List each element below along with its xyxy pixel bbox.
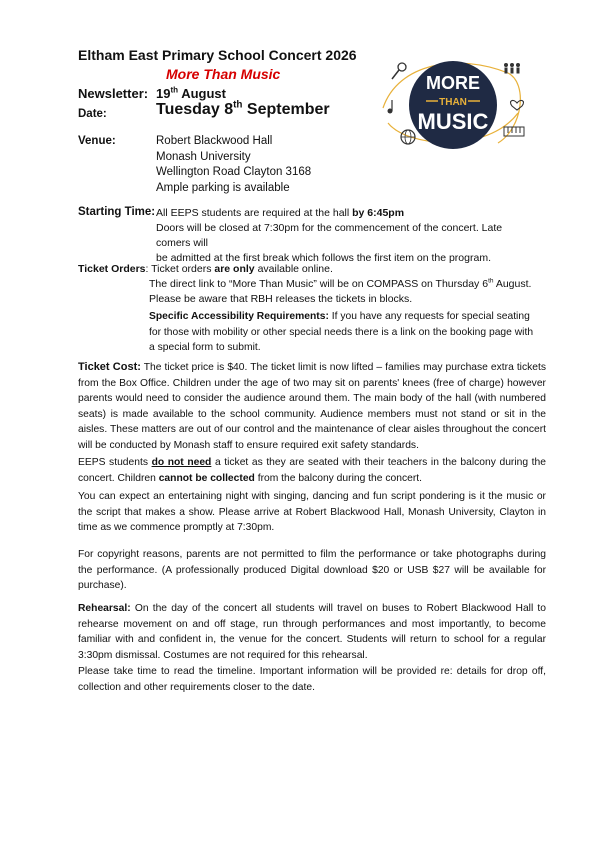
logo-word-3: MUSIC	[417, 109, 489, 134]
globe-icon	[401, 130, 415, 144]
venue-line: Robert Blackwood Hall	[156, 135, 273, 147]
people-icon	[504, 63, 520, 74]
ticket-orders-line: The direct link to “More Than Music” will be on COMPASS on Thursday 6th August.	[149, 277, 532, 290]
starting-time-line: be admitted at the first break which follows the first item on the program.	[156, 252, 491, 264]
concert-date: Tuesday 8th September	[156, 99, 330, 118]
date-label: Date:	[78, 108, 107, 120]
logo-graphic	[378, 53, 528, 153]
logo-word-2: THAN	[439, 97, 467, 108]
ticket-orders-label: Ticket Orders	[78, 263, 146, 275]
venue-line: Wellington Road Clayton 3168	[156, 166, 312, 178]
ticket-orders-section	[78, 262, 531, 307]
expect-paragraph: You can expect an entertaining night with singing, dancing and fun script pondering is it the music or the script that makes a show. Please arrive at Robert Blackwood Hall, Monash University, Clayton in time as we commence promptly at 7:30pm.	[78, 491, 546, 533]
accessibility-label: Specific Accessibility Requirements:	[149, 311, 329, 322]
ticket-orders-line: Ticket Orders: Ticket orders are only available online.	[78, 263, 333, 275]
rehearsal-paragraph: Rehearsal: On the day of the concert all students will travel on buses to Robert Blackwood Hall to rehearse movement on and off stage, run through performances and most importantly, to become familiar with and confident in, the venue for the concert. Students will return to school for a regular 3:30pm dismissal. Costumes are not required for this rehearsal.	[78, 603, 546, 661]
starting-time-line: All EEPS students are required at the hall by 6:45pm	[156, 207, 405, 219]
accessibility-requirements: Specific Accessibility Requirements: If you have any requests for special seating for those with mobility or other special needs there is a link on the booking page with a special form to submit.	[149, 311, 534, 353]
starting-time-line: Doors will be closed at 7:30pm for the commencement of the concert. Late comers will	[156, 222, 503, 249]
newsletter-date: 19th August	[156, 85, 226, 101]
venue-address	[156, 134, 311, 196]
starting-time-details	[156, 206, 526, 266]
eeps-students-paragraph: EEPS students do not need a ticket as they are seated with their teachers in the balcony during the concert. Children cannot be collected from the balcony during the concert.	[78, 457, 546, 484]
heart-icon	[511, 100, 524, 110]
timeline-paragraph: Please take time to read the timeline. Important information will be provided re: details for drop off, collection and other requirements closer to the date.	[78, 666, 546, 693]
concert-title: Eltham East Primary School Concert 2026	[78, 47, 357, 63]
copyright-paragraph: For copyright reasons, parents are not permitted to film the performance or take photographs during the performance. (A professionally produced Digital download $20 or USB $27 will be available for purchase).	[78, 549, 546, 591]
venue-label: Venue:	[78, 135, 116, 147]
starting-time-label: Starting Time:	[78, 206, 156, 218]
ticket-cost-paragraph: Ticket Cost: The ticket price is $40. The ticket limit is now lifted – families may purchase extra tickets from the Box Office. Children under the age of two may sit on parents' knees (free of charge) however parents would need to consider the audience around them. The main body of the hall (with numbered seats) is made available to the school community. Audience members must not stand or sit in the aisles. These matters are out of our control and the maintenance of clear aisles throughout the concert will be conducted by Monash staff to ensure required exit safety standards.	[78, 361, 547, 451]
logo-word-1: MORE	[426, 73, 480, 93]
ticket-cost-label: Ticket Cost:	[78, 361, 141, 373]
venue-line: Monash University	[156, 150, 251, 163]
more-than-music-logo	[378, 53, 528, 153]
ticket-orders-line: Please be aware that RBH releases the tickets in blocks.	[149, 293, 413, 305]
rehearsal-label: Rehearsal:	[78, 603, 131, 614]
concert-subtitle: More Than Music	[166, 66, 281, 82]
newsletter-label: Newsletter:	[78, 86, 149, 101]
microphone-icon	[392, 63, 406, 79]
venue-line: Ample parking is available	[156, 181, 290, 194]
music-note-icon	[388, 100, 393, 114]
